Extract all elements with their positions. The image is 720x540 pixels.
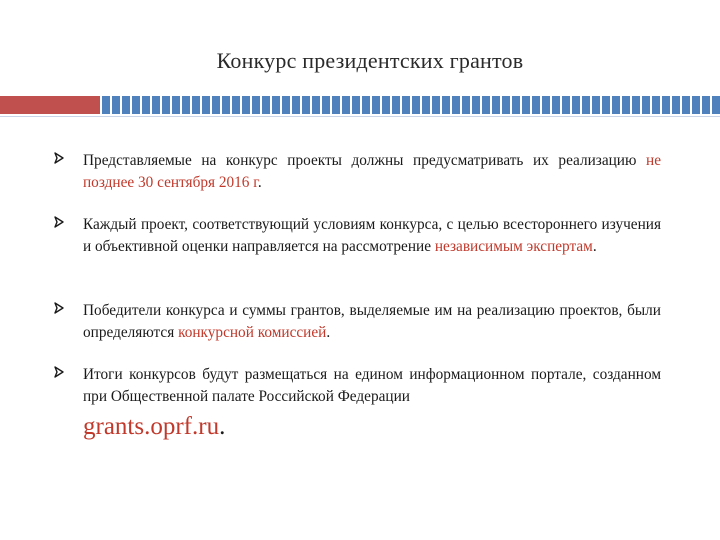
bullet-text: [83, 214, 661, 258]
portal-link[interactable]: grants.oprf.ru: [83, 413, 220, 440]
title-rule-underline: [0, 116, 720, 117]
arrowhead-bullet-icon: [52, 301, 66, 315]
slide-title: Конкурс президентских грантов: [216, 48, 524, 73]
arrowhead-bullet-icon: [52, 215, 66, 229]
bullet-text-highlight: независимым экспертам: [434, 238, 593, 255]
bullet-text-end: .: [592, 238, 597, 255]
bullet-text: [83, 300, 661, 344]
bullet-text-end: .: [219, 413, 226, 440]
arrowhead-bullet-icon: [52, 151, 66, 165]
bullet-text-main: Каждый проект, соответствующий условиям конкурса, с целью всестороннего изучения и объективной оценки направляется на рассмотрение: [83, 216, 661, 255]
bullet-text-end: .: [257, 174, 262, 191]
title-rule-blue-stripes: [102, 96, 720, 114]
bullet-text-end: .: [326, 324, 331, 341]
title-rule-red-block: [0, 96, 100, 114]
bullet-text-main: Представляемые на конкурс проекты должны предусматривать их реализацию: [83, 152, 647, 169]
bullet-text-main: Победители конкурса и суммы грантов, выделяемые им на реализацию проектов, были определяются: [83, 302, 661, 341]
bullet-text: [83, 150, 661, 194]
arrowhead-bullet-icon: [52, 365, 66, 379]
bullet-text-highlight: не позднее 30 сентября 2016 г: [83, 152, 661, 191]
bullet-text-highlight: конкурсной комиссией: [178, 324, 327, 341]
bullet-text: [83, 364, 661, 441]
bullet-text-main: Итоги конкурсов будут размещаться на едином информационном портале, созданном при Общественной палате Российской Федерации: [83, 366, 661, 405]
